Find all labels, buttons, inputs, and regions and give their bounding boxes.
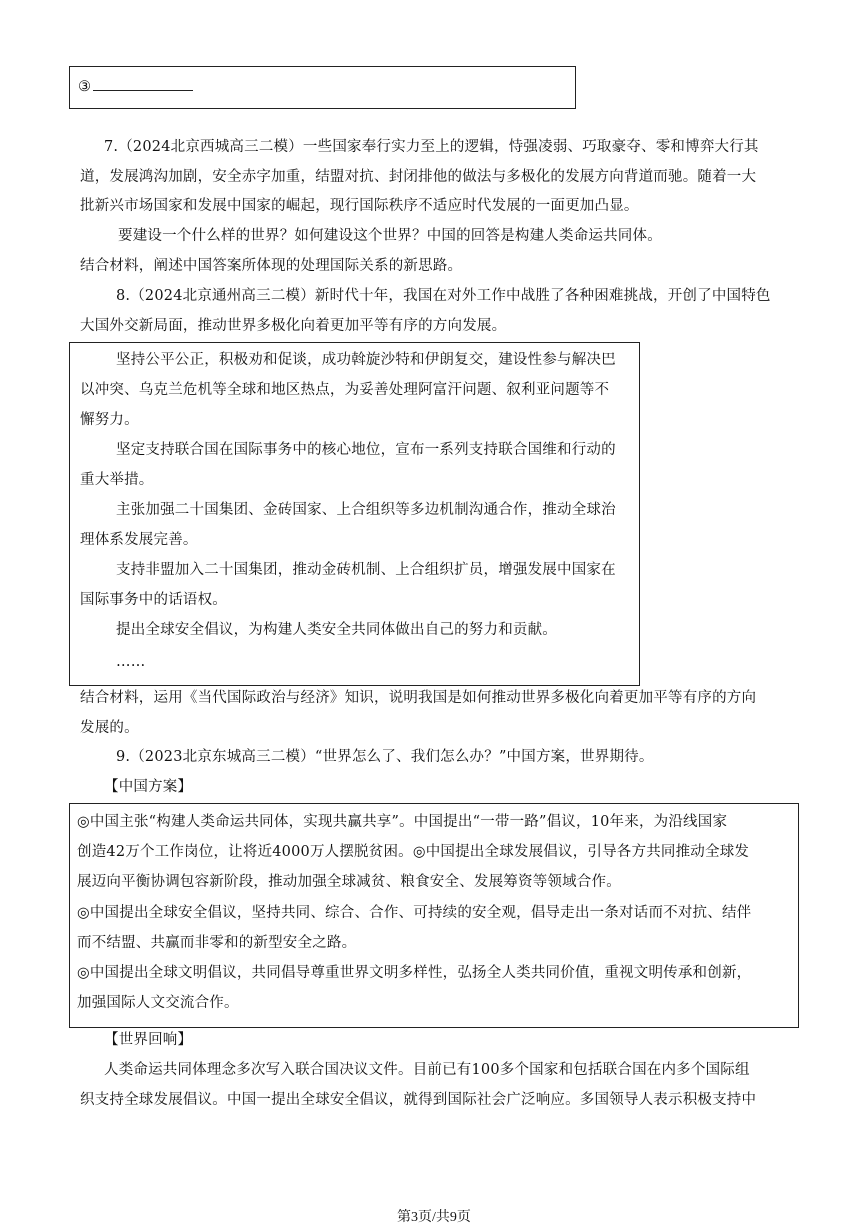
q8-box-line-3: 懈努力。 <box>80 412 139 428</box>
q8-box-line-6: 主张加强二十国集团、金砖国家、上合组织等多边机制沟通合作，推动全球治 <box>116 502 616 518</box>
q9-box-line-3: 展迈向平衡协调包容新阶段，推动加强全球减贫、粮食安全、发展筹资等领域合作。 <box>77 874 621 890</box>
answer-blank[interactable] <box>93 76 193 91</box>
q9-line2: 人类命运共同体理念多次写入联合国决议文件。目前已有100多个国家和包括联合国在内多个国际组 <box>104 1062 750 1078</box>
q7-line2: 道，发展鸿沟加剧，安全赤字加重，结盟对抗、封闭排他的做法与多极化的发展方向背道而驰。随着一大 <box>80 169 757 185</box>
q7-line1: 7.（2024北京西城高三二模）一些国家奉行实力至上的逻辑，恃强凌弱、巧取豪夺、零和博弈大行其 <box>104 139 759 155</box>
q9-box-line-1: ◎中国主张“构建人类命运共同体，实现共赢共享”。中国提出“一带一路”倡议，10年来，为沿线国家 <box>77 814 728 830</box>
q9-line3: 织支持全球发展倡议。中国一提出全球安全倡议，就得到国际社会广泛响应。多国领导人表示积极支持中 <box>80 1092 757 1108</box>
q9-box-line-4: ◎中国提出全球安全倡议，坚持共同、综合、合作、可持续的安全观，倡导走出一条对话而不对抗、结伴 <box>77 905 752 921</box>
q9-heading-world-response: 【世界回响】 <box>104 1032 193 1048</box>
q8-line3: 结合材料，运用《当代国际政治与经济》知识，说明我国是如何推动世界多极化向着更加平等有序的方向 <box>80 690 757 706</box>
q8-box-line-5: 重大举措。 <box>80 472 154 488</box>
q8-box-line-10: 提出全球安全倡议，为构建人类安全共同体做出自己的努力和贡献。 <box>116 622 557 638</box>
q9-heading-china-plan: 【中国方案】 <box>104 779 193 795</box>
q8-box-line-8: 支持非盟加入二十国集团，推动金砖机制、上合组织扩员，增强发展中国家在 <box>116 562 616 578</box>
q9-line1: 9.（2023北京东城高三二模）“世界怎么了、我们怎么办？”中国方案，世界期待。 <box>116 749 654 765</box>
answer-label: ③ <box>78 76 193 97</box>
q7-line3: 批新兴市场国家和发展中国家的崛起，现行国际秩序不适应时代发展的一面更加凸显。 <box>80 198 639 214</box>
q8-line4: 发展的。 <box>80 720 139 736</box>
q9-box-line-7: 加强国际人文交流合作。 <box>77 995 239 1011</box>
q8-line1: 8.（2024北京通州高三二模）新时代十年，我国在对外工作中战胜了各种困难挑战，开创了中国特色 <box>116 288 771 304</box>
q7-line4: 要建设一个什么样的世界？如何建设这个世界？中国的回答是构建人类命运共同体。 <box>118 228 662 244</box>
q8-line2: 大国外交新局面，推动世界多极化向着更加平等有序的方向发展。 <box>80 318 507 334</box>
q9-box-line-6: ◎中国提出全球文明倡议，共同倡导尊重世界文明多样性，弘扬全人类共同价值，重视文明传承和创新， <box>77 965 752 981</box>
q8-box-line-7: 理体系发展完善。 <box>80 532 198 548</box>
q8-box-line-2: 以冲突、乌克兰危机等全球和地区热点，为妥善处理阿富汗问题、叙利亚问题等不 <box>80 382 610 398</box>
q9-box-line-5: 而不结盟、共赢而非零和的新型安全之路。 <box>77 935 357 951</box>
page-number: 第3页/共9页 <box>397 1210 471 1225</box>
q8-box-line-4: 坚定支持联合国在国际事务中的核心地位，宣布一系列支持联合国维和行动的 <box>116 442 616 458</box>
q8-box-line-9: 国际事务中的话语权。 <box>80 592 227 608</box>
q9-box-line-2: 创造42万个工作岗位，让将近4000万人摆脱贫困。◎中国提出全球发展倡议，引导各方共同推动全球发 <box>77 844 750 860</box>
q8-box-line-11: …… <box>116 654 146 670</box>
q8-box-line-1: 坚持公平公正，积极劝和促谈，成功斡旋沙特和伊朗复交，建设性参与解决巴 <box>116 352 616 368</box>
q7-line5: 结合材料，阐述中国答案所体现的处理国际关系的新思路。 <box>80 258 463 274</box>
